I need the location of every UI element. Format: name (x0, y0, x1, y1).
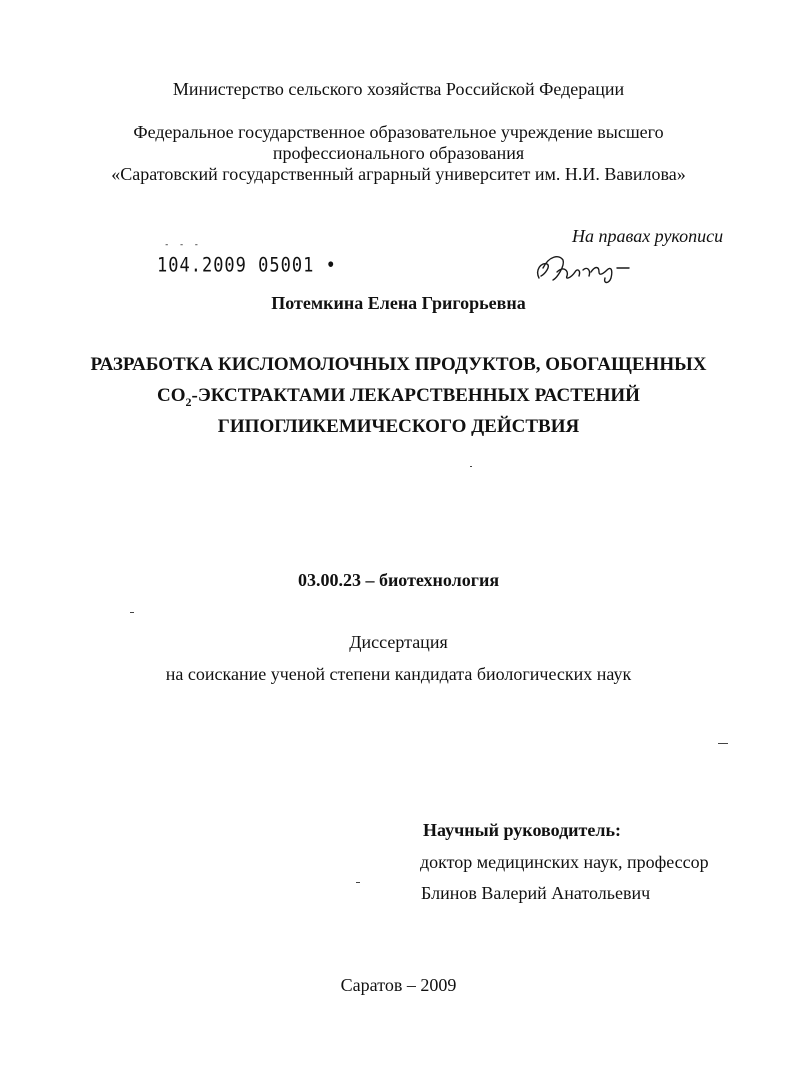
institution-line-2: профессионального образования (272, 143, 525, 163)
registration-prefix: 1 (157, 254, 169, 277)
scan-speck (718, 743, 728, 744)
supervisor-heading: Научный руководитель: (423, 820, 621, 840)
institution-line-1: Федеральное государственное образовательное учреждение высшего (133, 122, 664, 142)
title-line-2 (0, 385, 797, 413)
registration-stamp (157, 254, 337, 277)
institution-line-3: «Саратовский государственный аграрный университет им. Н.И. Вавилова» (111, 164, 686, 184)
supervisor-name: Блинов Валерий Анатольевич (421, 883, 651, 903)
scan-speck (470, 466, 472, 467)
supervisor-rank: доктор медицинских наук, профессор (420, 852, 709, 872)
place-year: Саратов – 2009 (340, 975, 457, 995)
ministry-line: Министерство сельского хозяйства Российской Федерации (172, 79, 625, 99)
registration-number: 04.2009 05001 (168, 254, 315, 277)
title-subscript: 2 (185, 394, 192, 409)
stamp-dots: - - - (164, 240, 202, 250)
work-type: Диссертация (349, 632, 448, 652)
title-line-2-rest: -ЭКСТРАКТАМИ ЛЕКАРСТВЕННЫХ РАСТЕНИЙ (191, 385, 640, 406)
title-line-3: ГИПОГЛИКЕМИЧЕСКОГО ДЕЙСТВИЯ (217, 416, 580, 437)
title-line-1: РАЗРАБОТКА КИСЛОМОЛОЧНЫХ ПРОДУКТОВ, ОБОГАЩЕННЫХ (90, 354, 707, 375)
title-co: CO (157, 385, 186, 406)
degree-line: на соискание ученой степени кандидата биологических наук (165, 664, 632, 684)
scan-speck (356, 882, 360, 883)
manuscript-note: На правах рукописи (572, 226, 724, 246)
author-name: Потемкина Елена Григорьевна (271, 293, 526, 313)
registration-suffix: • (325, 254, 337, 277)
scan-speck (130, 612, 134, 613)
signature-icon (533, 248, 643, 288)
specialty: 03.00.23 – биотехнология (297, 570, 500, 590)
